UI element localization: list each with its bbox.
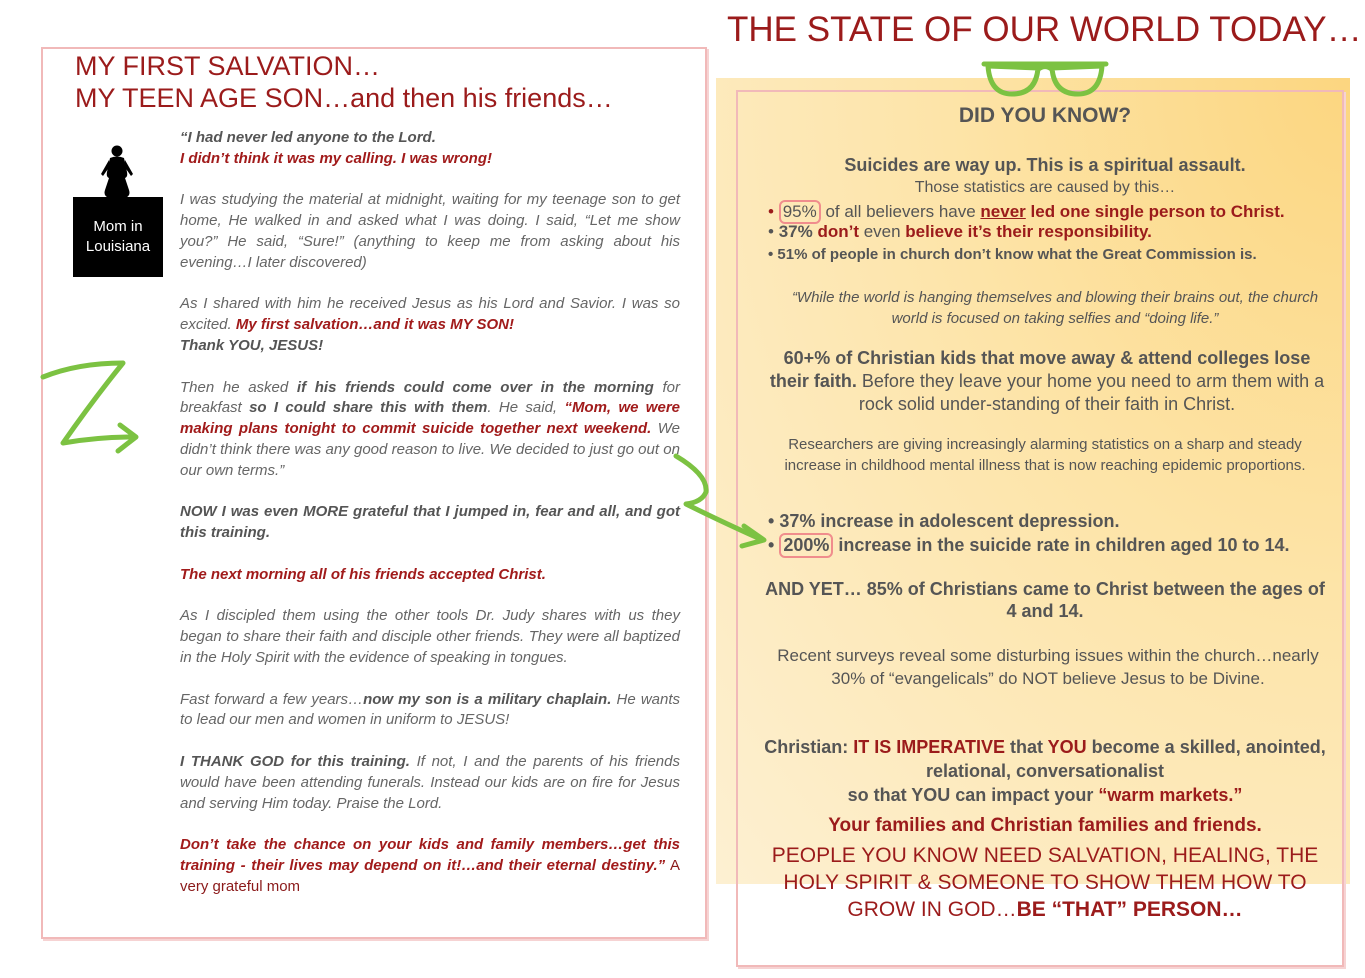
imperative-g: “warm markets.” — [1098, 785, 1243, 805]
testimony-paragraph-4 — [180, 378, 680, 482]
p8-b: now my son is a military chaplain. — [363, 690, 612, 708]
stat-bullet-200: • 200% increase in the suicide rate in children aged 10 to 14. — [768, 533, 1338, 558]
left-title-line2: MY TEEN AGE SON…and then his friends… — [75, 83, 613, 113]
p1-highlight: I didn’t think it was my calling. I was wrong! — [180, 149, 492, 167]
author-badge-line1: Mom in — [93, 218, 143, 235]
testimony-paragraph-2: I was studying the material at midnight, waiting for my teenage son to get home, He walked in and asked what I was doing. I said, “Let me show you?” He said, “Sure!” (anything to keep me from asking about his evening…I later discovered) — [180, 191, 680, 271]
imperative-e: become a skilled, anointed, relational, conversationalist — [925, 737, 1326, 781]
suicides-statement: Suicides are way up. This is a spiritual assault. — [844, 155, 1246, 175]
zigzag-arrow-icon — [38, 355, 143, 460]
p4-e: . He said, — [487, 399, 565, 417]
researchers-paragraph: Researchers are giving increasingly alarming statistics on a sharp and steady increase in childhood mental illness that is now reaching epidemic proportions. — [784, 436, 1306, 474]
stat-37-end: believe it’s their responsibility. — [905, 222, 1152, 241]
stat-95-never: never — [980, 202, 1026, 221]
p10-signature: A very grateful mom — [180, 856, 680, 895]
stat-95-highlight: 95% — [779, 200, 821, 224]
left-title — [75, 50, 695, 114]
curved-arrow-icon — [668, 450, 773, 550]
stat-37-dont: don’t — [812, 222, 859, 241]
people-need-salvation — [758, 842, 1332, 923]
testimony-paragraph-8 — [180, 690, 680, 732]
and-yet-stat: AND YET… 85% of Christians came to Christ between the ages of 4 and 14. — [765, 579, 1325, 621]
stat-bullet-37-responsibility: • 37% don’t even believe it’s their responsibility. — [768, 222, 1152, 241]
p9-a: I THANK GOD for this training. — [180, 752, 410, 770]
p1-intro: “I had never led anyone to the Lord. — [180, 129, 436, 146]
testimony-paragraph-10 — [180, 835, 680, 897]
p8-c: He wants to lead our men and women in uniform to JESUS! — [180, 690, 680, 729]
author-badge — [73, 197, 163, 277]
woman-silhouette-icon — [95, 144, 139, 200]
p4-c: for breakfast — [180, 378, 681, 417]
stat-200-text: increase in the suicide rate in children aged 10 to 14. — [833, 535, 1290, 555]
imperative-a: Christian: — [764, 737, 854, 757]
stat-bullet-depression: • 37% increase in adolescent depression. — [768, 511, 1120, 531]
stat-200-highlight: 200% — [779, 533, 833, 558]
testimony-paragraph-3 — [180, 294, 680, 356]
p3-text: As I shared with him he received Jesus as his Lord and Savior. I was so excited. — [180, 295, 680, 334]
surveys-paragraph: Recent surveys reveal some disturbing issues within the church…nearly 30% of “evangelicals” do NOT believe Jesus to be Divine. — [777, 646, 1319, 688]
stat-bullet-95: • 95% of all believers have never led one single person to Christ. — [768, 200, 1338, 224]
depression-stat-text: 37% increase in adolescent depression. — [779, 511, 1120, 531]
p3-highlight: My first salvation…and it was MY SON! — [235, 316, 514, 334]
testimony-paragraph-7: As I discipled them using the other tools Dr. Judy shares with us they began to share their faith and disciple other friends. They were all baptized in the Holy Spirit with the evidence of speaking in tongues. — [180, 607, 680, 666]
p4-f: “Mom, we were making plans tonight to commit suicide together next weekend. — [180, 399, 680, 438]
be-that-person: BE “THAT” PERSON… — [1016, 898, 1243, 921]
christian-imperative — [760, 735, 1330, 807]
stat-95-text: of all believers have — [820, 202, 981, 221]
imperative-c: that — [1004, 737, 1048, 757]
p10-a: Don’t take the chance on your kids and family members…get this training - their lives may depend on it!…and their eternal destiny.” — [180, 836, 680, 874]
stat-37-even: even — [858, 222, 906, 241]
right-title: THE STATE OF OUR WORLD TODAY… — [727, 10, 1362, 49]
stat-95-end: led one single person to Christ. — [1025, 202, 1285, 221]
p9-b: If not, I and the parents of his friends would have been attending funerals. Instead our kids are on fire for Jesus and serving Him today. Praise the Lord. — [180, 752, 680, 812]
stat-51-text: 51% of people in church don’t know what the Great Commission is. — [777, 246, 1257, 263]
green-glasses-icon — [980, 58, 1110, 100]
testimony-paragraph-9 — [180, 752, 680, 814]
college-stat-text: Before they leave your home you need to arm them with a rock solid under-standing of their faith in Christ. — [856, 371, 1325, 414]
p4-d: so I could share this with them — [249, 399, 488, 417]
p4-b: if his friends could come over in the morning — [296, 378, 654, 396]
testimony-paragraph-5: NOW I was even MORE grateful that I jumped in, fear and all, and got this training. — [180, 503, 680, 542]
p8-a: Fast forward a few years… — [180, 690, 364, 708]
stat-37-pct: 37% — [778, 222, 813, 241]
testimony-paragraph-6: The next morning all of his friends accepted Christ. — [180, 565, 546, 583]
p4-a: Then he asked — [180, 378, 297, 396]
p4-g: We didn’t think there was any good reason to live. We decided to just go out on our own terms.” — [180, 420, 680, 479]
did-you-know-heading: DID YOU KNOW? — [958, 104, 1132, 127]
testimony-text — [180, 128, 680, 918]
imperative-d: YOU — [1047, 737, 1087, 757]
testimony-paragraph-1 — [180, 128, 680, 170]
left-title-line1: MY FIRST SALVATION… — [75, 51, 381, 81]
statistics-caused-line: Those statistics are caused by this… — [914, 179, 1176, 196]
college-faith-stat — [762, 347, 1332, 416]
p3-thanks: Thank YOU, JESUS! — [180, 336, 324, 354]
imperative-f: so that YOU can impact your — [847, 785, 1099, 805]
author-badge-line2: Louisiana — [85, 238, 151, 255]
college-stat-bold: 60+% of Christian kids that move away & attend colleges lose their faith. — [769, 348, 1311, 391]
stat-bullet-51: • 51% of people in church don’t know what the Great Commission is. — [768, 246, 1257, 263]
imperative-b: IT IS IMPERATIVE — [853, 737, 1005, 757]
selfies-quote: “While the world is hanging themselves and blowing their brains out, the church world is focused on taking selfies and “doing life.” — [791, 289, 1319, 327]
families-line: Your families and Christian families and friends. — [828, 815, 1262, 836]
people-text: PEOPLE YOU KNOW NEED SALVATION, HEALING, THE HOLY SPIRIT & SOMEONE TO SHOW THEM HOW TO GROW IN GOD… — [771, 844, 1319, 921]
